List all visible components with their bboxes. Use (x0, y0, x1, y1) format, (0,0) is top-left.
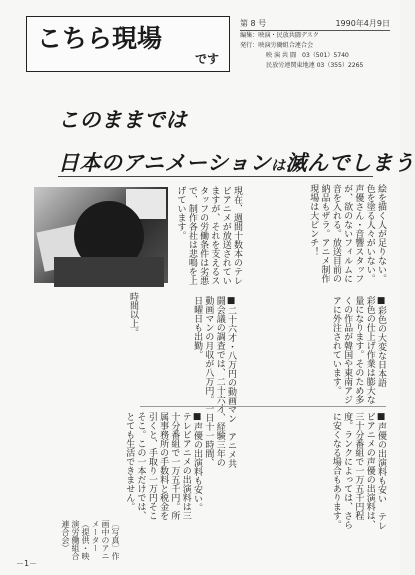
masthead-title: こちら現場 (37, 24, 163, 53)
headline-line-2 (58, 147, 415, 177)
publication-info (240, 18, 390, 71)
article-lower-left-column (32, 412, 202, 520)
issue-number: 第 8 号 (240, 19, 267, 28)
photo-caption: 〔写真〕作画中のアニメーター（提供・映演労働組合連合会） (61, 520, 120, 560)
article-voice-actor-text: ■声優の出演料も安い テレビアニメの声優の出演料は、三十分番組で一万五千円程度。ランクによっては、さらに安くなる場合もあります。 (330, 412, 386, 530)
headline-main: 日本のアニメーション (58, 151, 272, 175)
animator-photo (34, 187, 168, 283)
issue-date: 1990年4月9日 (335, 19, 390, 28)
article-coloring-text: ■彩色の大変な日本語 彩色の仕上げ作業は膨大な量になります。そのため多くの作品が韓国や東南アジアに外注されています。 (330, 296, 386, 404)
headline-end: 滅んでしまう (285, 151, 415, 175)
article-lead-column (244, 184, 386, 289)
section-divider (140, 406, 386, 407)
headline-rule (58, 176, 373, 177)
article-lead-text: 絵を描く人が足りない。色を塗る人々がいない。声優さん・音響スタッフが、欲のないフィルムに音を入れる。放送目前の納品もザラ。アニメ制作現場は大ピンチ！ (308, 184, 386, 283)
article-intro-column (170, 186, 242, 290)
info-phone-1: 映 演 共 闘 03（501）5740 (266, 52, 349, 59)
headline-particle: は (271, 158, 286, 174)
info-phone-2: 民放労連関東地連 03（355）2265 (266, 62, 364, 69)
article-voice-actor-column (206, 412, 386, 532)
masthead-subtitle: です (194, 52, 219, 66)
masthead-box (26, 16, 230, 72)
article-coloring-column (240, 296, 386, 404)
headline-line-1: このままでは (58, 108, 187, 132)
article-animator-pay-text: ■二十六才・八万円の動画マン アニメ共闘会議の調査では、二十六才、経験三年の動画マンの月収が八万円。一日十一時間、日曜日も出勤。 (192, 296, 236, 468)
page-number: －1－ (16, 559, 38, 568)
article-intro-text: 現在、週間十数本のテレビアニメが放送されていますが、それを支えるスタッフの労働条件は劣悪で、制作各社は悲鳴を上げています。 (175, 186, 242, 285)
issue-row (240, 18, 390, 31)
info-publisher: 発行：映演労働組合連合会 (240, 42, 314, 49)
info-editor: 編集：映演・民放共闘デスク (240, 32, 319, 39)
article-photo-side-text: 時間以上。 (128, 292, 138, 337)
article-lower-left-text: ■声優の出演料も安い。テレビアニメの出演料は三十分番組で一万五千円。所属事務所の手数料と税金を引くと、手取り一万円そこそこ。この一本だけでは、とても生活できません。 (124, 412, 202, 520)
article-photo-side-column (94, 292, 138, 352)
